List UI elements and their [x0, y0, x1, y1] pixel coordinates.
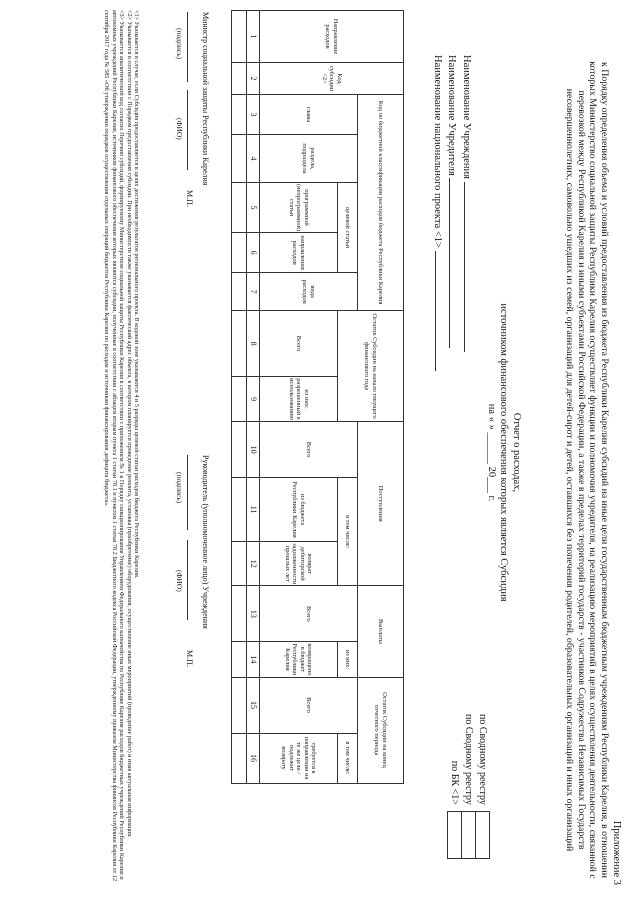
h-from-budget: из бюджета Республики Карелия: [260, 478, 338, 542]
h-exp-type: вида расходов: [260, 273, 358, 311]
head-fio-label: (ФИО): [175, 570, 184, 592]
column-number-12: 12: [247, 542, 260, 586]
column-number-15: 15: [247, 677, 260, 733]
h-payments: Выплаты: [358, 586, 404, 677]
h-to-return: подлежит возврату: [280, 744, 295, 772]
form-title-line3: на « » ______ 20___ г.: [486, 403, 497, 502]
footnote-2: <2> Указывается в соответствии с Порядком предоставления субсидии. При необходимости также указывается фактический адрес объекта, в котором планируется проведение ремонта, установка (приобретение) оборудования, осуществление иных мероприятий (проведение работ) и иная актуальная информация.: [125, 10, 133, 838]
minister-fio-line[interactable]: [187, 90, 188, 170]
column-number-6: 6: [247, 233, 260, 273]
column-number-10: 10: [247, 422, 260, 478]
h-returned: возвращено в бюджет Республики Карелия: [260, 642, 338, 677]
column-number-7: 7: [247, 273, 260, 311]
column-number-11: 11: [247, 478, 260, 542]
minister-mp: М.П.: [185, 190, 194, 207]
column-number-2: 2: [247, 63, 260, 95]
minister-sign-label: (подпись): [175, 28, 184, 60]
column-number-3: 3: [247, 95, 260, 135]
column-number-13: 13: [247, 586, 260, 642]
h-balance-end: Остаток Субсидии на конец отчетного периода: [358, 677, 404, 783]
column-number-14: 14: [247, 642, 260, 677]
h-subsidy-code: Код субсидии <2>: [260, 63, 404, 95]
h-balance-allowed-text: разрешенный к использованию: [287, 378, 303, 421]
h-target-item: целевой статьи: [338, 183, 358, 273]
appendix-title: к Порядку определения объема и условий предоставления из бюджета Республики Карелия субсидий на иные цели государственным бюджетным учреждениям Республики Карелия, в отношении которых Министерство социальной защиты Республики Карелия осуществляет функции и полномочия учредителя, на реализацию мероприятий в целях осуществления деятельности, связанной с перевозкой между Республикой Карелия и иными субъектами Российской Федерации, а также в пределах территорий государств - участников Содружества Независимых Государств несовершеннолетних, самовольно ушедших из семей, организаций для детей-сирот и детей, оставшихся без попечения родителей, образовательных организаций и иных организаций: [564, 61, 610, 879]
footnotes: [103, 10, 140, 890]
h-budget-class: Код по бюджетной классификации расходов бюджета Республики Карелия: [358, 95, 404, 311]
registry-label-2: по Сводному реестру: [463, 714, 474, 805]
column-number-1: 1: [247, 11, 260, 63]
minister-title: Министр социальной защиты Республики Карелия: [201, 12, 210, 186]
h-receipts-total: Всего: [260, 422, 358, 478]
column-number-16: 16: [247, 733, 260, 783]
h-balance-start-total: Всего: [260, 311, 338, 377]
bk-label: по БК <1>: [449, 760, 460, 805]
h-balance-end-total: Всего: [260, 677, 358, 733]
registry-label-1: по Сводному реестру: [477, 714, 488, 805]
footnote-3: <3> Указывается аналитический код согласно Перечню субсидий, формируемому Министерством социальной защиты Республики Карелия в соответствии с приложением № 1 к Порядку санкционирования Управлением Федерального казначейства по Республике Карелия расходов бюджетных учреждений Республики Карелия и автономных учреждений Республики Карелия, источником финансового обеспечения которых являются субсидии, полученные в соответствии с абзацем вторым пункта 1 статьи 78.1 и пунктом 1 статьи 78.2 Бюджетного кодекса Российской Федерации, утвержденному приказом Министерства финансов Республики Карелия от 12 сентября 2017 года № 585 «Об утверждении порядков осуществления отдельных операций бюджетов Республики Карелия по расходам и источникам финансирования дефицита бюджета».: [103, 10, 126, 882]
head-fio-line[interactable]: [187, 540, 188, 620]
column-number-4: 4: [247, 135, 260, 183]
h-required-text: требуется в направлении на те же цели: [295, 736, 318, 780]
h-balance-end-incl: в том числе:: [338, 733, 358, 783]
head-mp: М.П.: [185, 650, 194, 667]
h-direction: Направление расходов: [260, 11, 404, 63]
national-project-label: Наименование национального проекта <1>: [432, 55, 443, 248]
form-title-line2: источником финансового обеспечения которых является Субсидия: [498, 303, 510, 602]
h-receipts-incl: в том числе:: [338, 478, 358, 586]
h-program: программной (непрограммной) статьи: [260, 183, 338, 233]
h-debt-return: возврат дебиторской задолженности прошлых лет: [260, 542, 338, 586]
h-direction-exp: направления расходов: [260, 233, 338, 273]
h-receipts: Поступления: [358, 422, 404, 586]
head-sign-label: (подпись): [175, 472, 184, 504]
h-balance-of-them: из них:: [302, 389, 310, 409]
column-number-8: 8: [247, 311, 260, 377]
h-payments-of-them: из них:: [338, 642, 358, 677]
minister-fio-label: (ФИО): [175, 118, 184, 140]
column-number-9: 9: [247, 377, 260, 422]
h-glavy: главы: [260, 95, 358, 135]
h-sections: раздела, подраздела: [260, 135, 358, 183]
h-balance-start: Остаток Субсидии на начало текущего финансового года: [338, 311, 404, 422]
footnote-1: <1> Указывается в случае, если Субсидия предоставляется в целях достижения результатов регионального проекта. В кодовой зоне указываются 4 и 5 разряды целевой статьи расходов бюджета Республики Карелия.: [133, 10, 140, 579]
head-title: Руководитель (уполномоченное лицо) Учреждения: [201, 455, 210, 629]
h-payments-total: Всего: [260, 586, 358, 642]
h-required: требуется в направлении на те же цели / подлежит возврату: [260, 733, 338, 783]
founder-label: Наименование Учредителя: [446, 55, 458, 176]
institution-label: Наименование Учреждения: [461, 55, 472, 179]
head-sign-line[interactable]: [187, 455, 188, 530]
column-number-5: 5: [247, 183, 260, 233]
form-title-line1: Отчет о расходах,: [511, 412, 522, 493]
appendix-number: Приложение 3: [611, 820, 622, 885]
minister-sign-line[interactable]: [187, 12, 188, 82]
